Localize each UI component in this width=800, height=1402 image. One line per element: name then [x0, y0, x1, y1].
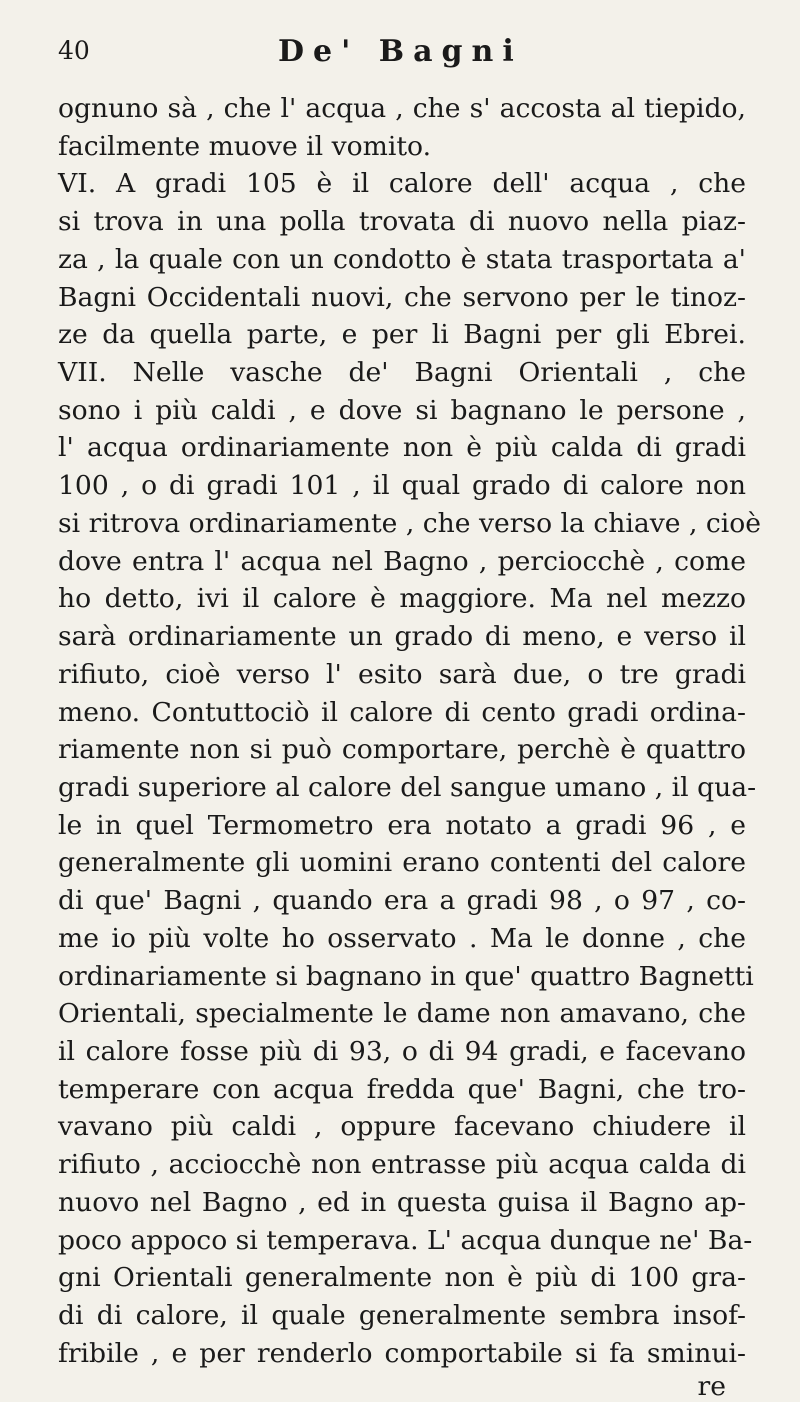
text-line: za , la quale con un condotto è stata trasportata a': [58, 243, 746, 275]
text-line: il calore fosse più di 93, o di 94 gradi, e facevano: [58, 1035, 746, 1067]
catchword: re: [697, 1371, 726, 1402]
text-line: Bagni Occidentali nuovi, che servono per le tinoz-: [58, 281, 746, 313]
text-line: gni Orientali generalmente non è più di 100 gra-: [58, 1262, 746, 1294]
text-line: Orientali, specialmente le dame non amavano, che: [58, 998, 746, 1030]
running-title: De' Bagni: [278, 34, 523, 69]
text-line: ognuno sà , che l' acqua , che s' accosta al tiepido,: [58, 93, 746, 124]
text-line: vavano più caldi , oppure facevano chiudere il: [58, 1111, 746, 1143]
text-line: 100 , o di gradi 101 , il qual grado di calore non: [58, 470, 746, 502]
text-line: VI. A gradi 105 è il calore dell' acqua , che: [58, 168, 746, 200]
text-line: VII. Nelle vasche de' Bagni Orientali , che: [58, 357, 746, 389]
text-line: generalmente gli uomini erano contenti del calore: [58, 847, 746, 879]
text-line: sarà ordinariamente un grado di meno, e verso il: [58, 621, 746, 653]
page-header: [58, 32, 745, 90]
text-line: ze da quella parte, e per li Bagni per gli Ebrei.: [58, 319, 746, 351]
text-line: di di calore, il quale generalmente sembra insof-: [58, 1300, 746, 1331]
text-line: le in quel Termometro era notato a gradi 96 , e: [58, 809, 746, 841]
catchword-row: [58, 1372, 746, 1402]
text-line: meno. Contuttociò il calore di cento gradi ordina-: [58, 696, 746, 728]
text-line: si ritrova ordinariamente , che verso la chiave , cioè: [58, 507, 762, 539]
text-line: me io più volte ho osservato . Ma le donne , che: [58, 922, 746, 954]
body-text: [58, 90, 762, 1372]
page-number: 40: [58, 36, 90, 65]
text-line: si trova in una polla trovata di nuovo nella piaz-: [58, 206, 746, 238]
text-line: ho detto, ivi il calore è maggiore. Ma nel mezzo: [58, 583, 746, 615]
text-line: sono i più caldi , e dove si bagnano le persone ,: [58, 394, 746, 426]
text-line: riamente non si può comportare, perchè è quattro: [58, 734, 746, 766]
text-line: nuovo nel Bagno , ed in questa guisa il Bagno ap-: [58, 1186, 746, 1218]
text-line: poco appoco si temperava. L' acqua dunque ne' Ba-: [58, 1224, 753, 1256]
text-line: ordinariamente si bagnano in que' quattro Bagnetti: [58, 960, 754, 992]
text-line: gradi superiore al calore del sangue umano , il qua-: [58, 771, 757, 803]
text-line: dove entra l' acqua nel Bagno , perciocchè , come: [58, 545, 746, 577]
text-line: rifiuto , acciocchè non entrasse più acqua calda di: [58, 1149, 746, 1181]
text-line: rifiuto, cioè verso l' esito sarà due, o tre gradi: [58, 658, 746, 690]
text-line: facilmente muove il vomito.: [58, 130, 432, 162]
text-line: temperare con acqua fredda que' Bagni, che tro-: [58, 1073, 746, 1105]
text-line: l' acqua ordinariamente non è più calda di gradi: [58, 432, 746, 464]
text-line: di que' Bagni , quando era a gradi 98 , o 97 , co-: [58, 885, 746, 917]
text-line: fribile , e per renderlo comportabile si fa sminui-: [58, 1337, 746, 1369]
